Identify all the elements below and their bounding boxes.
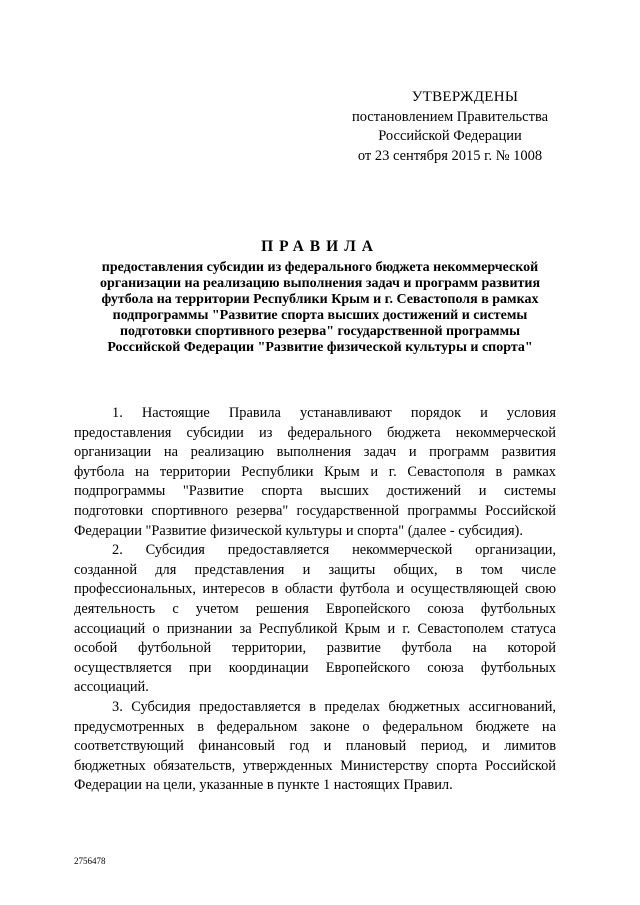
- document-body: [74, 404, 556, 796]
- text-line: деятельность с учетом решения Европейского союза футбольных: [74, 600, 556, 617]
- approval-line-1: постановлением Правительства: [351, 108, 549, 125]
- approval-line-3: от 23 сентября 2015 г. № 1008: [357, 147, 543, 164]
- text-line: особой футбольной территории, развитие футбола на которой: [74, 640, 556, 657]
- approval-heading: УТВЕРЖДЕНЫ: [411, 89, 519, 105]
- text-line: предусмотренных в федеральном законе о федеральном бюджете на: [74, 718, 556, 735]
- paragraph-2: [74, 541, 556, 698]
- text-line: предоставления субсидии из федерального бюджета некоммерческой: [74, 424, 556, 441]
- text-line: 2. Субсидия предоставляется некоммерческой организации,: [112, 542, 556, 559]
- document-code: 2756478: [74, 856, 106, 866]
- text-line: ассоциаций о признании за Республикой Крым и г. Севастополем статуса: [74, 620, 556, 637]
- text-line: 3. Субсидия предоставляется в пределах бюджетных ассигнований,: [112, 698, 556, 715]
- text-line: организации на реализацию выполнения задач и программ развития: [74, 444, 556, 461]
- text-line: бюджетных обязательств, утвержденных Министерству спорта Российской: [74, 757, 556, 774]
- document-title: ПРАВИЛА: [261, 238, 379, 255]
- approval-stamp: [330, 88, 570, 166]
- text-line: Федерации "Развитие физической культуры и спорта" (далее - субсидия).: [74, 522, 523, 539]
- text-line: подпрограммы "Развитие спорта высших достижений и системы: [74, 483, 556, 500]
- paragraph-3: [74, 698, 556, 796]
- text-line: профессиональных, интересов в области футбола и осуществляющей свою: [74, 581, 556, 598]
- text-line: ассоциаций.: [74, 679, 149, 696]
- text-line: Федерации на цели, указанные в пункте 1 настоящих Правил.: [74, 777, 453, 794]
- document-subtitle: [60, 260, 580, 356]
- approval-line-2: Российской Федерации: [378, 128, 522, 144]
- subtitle-line: подготовки спортивного резерва" государственной программы: [119, 324, 521, 339]
- text-line: 1. Настоящие Правила устанавливают порядок и условия: [112, 405, 556, 421]
- text-line: подготовки спортивного резерва" государственной программы Российской: [74, 502, 556, 519]
- subtitle-line: футбола на территории Республики Крым и г. Севастополя в рамках: [101, 292, 539, 307]
- paragraph-1: [74, 404, 556, 541]
- subtitle-line: подпрограммы "Развитие спорта высших достижений и системы: [112, 308, 528, 323]
- subtitle-line: организации на реализацию выполнения задач и программ развития: [99, 276, 541, 291]
- text-line: осуществляется при координации Европейского союза футбольных: [74, 659, 556, 676]
- subtitle-line: Российской Федерации "Развитие физической культуры и спорта": [107, 340, 533, 355]
- text-line: футбола на территории Республики Крым и г. Севастополя в рамках: [74, 463, 556, 480]
- text-line: соответствующий финансовый год и плановый период, и лимитов: [74, 738, 556, 755]
- subtitle-line: предоставления субсидии из федерального бюджета некоммерческой: [101, 260, 539, 275]
- text-line: созданной для представления и защиты общих, в том числе: [74, 561, 556, 578]
